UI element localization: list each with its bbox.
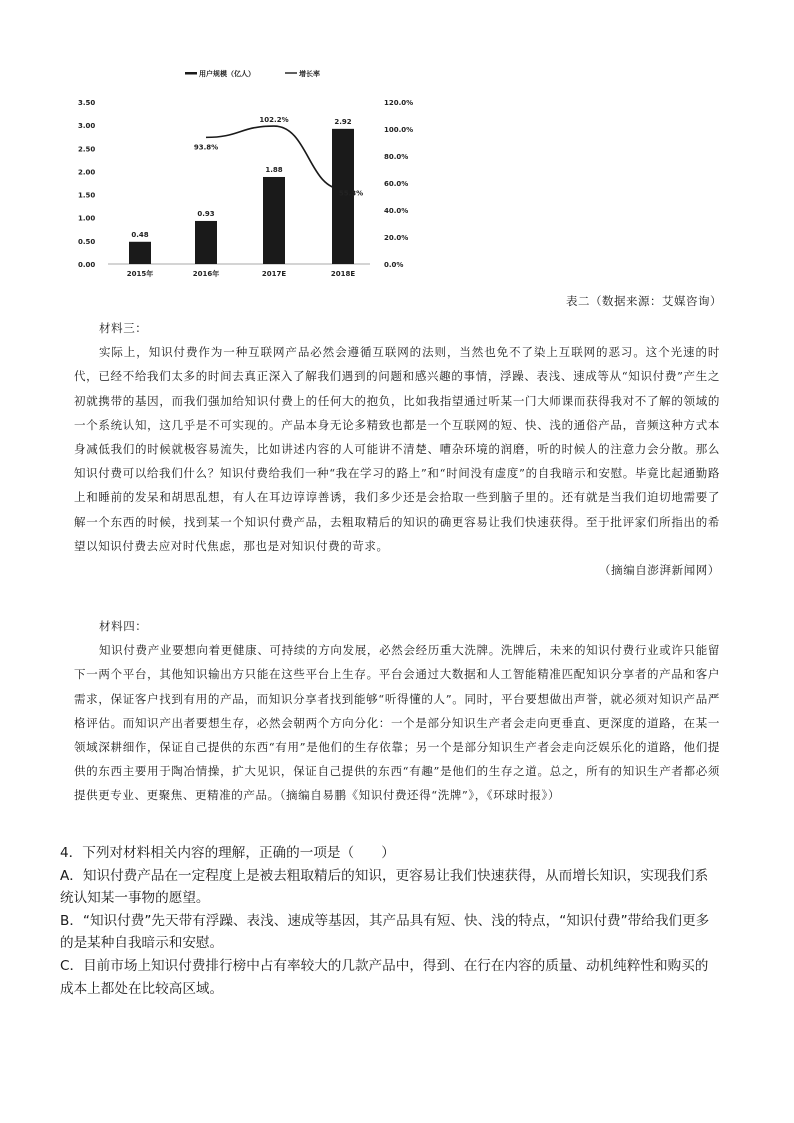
y-left-tick-label: 1.50 (78, 191, 96, 200)
bar (195, 221, 217, 264)
question-4 (60, 842, 720, 1000)
y-left-tick-label: 0.50 (78, 237, 96, 246)
x-tick-label: 2015年 (126, 270, 154, 278)
y-right-tick-label: 80.0% (384, 153, 409, 161)
y-left-tick-label: 1.00 (78, 214, 96, 223)
material-four (74, 614, 720, 808)
x-tick-label: 2018E (330, 270, 356, 278)
material-three-credit: （摘编自澎湃新闻网） (599, 563, 720, 578)
legend-line-label: 增长率 (299, 70, 320, 78)
growth-rate-label: 93.8% (193, 143, 219, 152)
chart-canvas (70, 62, 430, 292)
option-b[interactable]: B．“知识付费”先天带有浮躁、表浅、速成等基因，其产品具有短、快、浅的特点，“知识付费”带给我们更多的是某种自我暗示和安慰。 (60, 912, 710, 952)
legend-bar-label: 用户规模（亿人） (199, 70, 255, 78)
y-left-tick-label: 0.00 (78, 261, 96, 269)
x-tick-label: 2017E (261, 270, 287, 278)
growth-rate-label: 102.2% (259, 116, 289, 125)
material-three (74, 316, 720, 582)
option-a[interactable]: A．知识付费产品在一定程度上是被去粗取精后的知识，更容易让我们快速获得，从而增长知识，实现我们系统认知某一事物的愿望。 (60, 867, 709, 907)
y-right-tick-label: 120.0% (384, 99, 414, 107)
y-right-tick-label: 60.0% (384, 180, 409, 188)
material-three-body: 实际上，知识付费作为一种互联网产品必然会遵循互联网的法则，当然也免不了染上互联网的恶习。这个光速的时代，已经不给我们太多的时间去真正深入了解我们遇到的问题和感兴趣的事情，浮躁、表浅、速成等从“知识付费”产生之初就携带的基因，而我们强加给知识付费上的任何大的抱负，比如我指望通过听某一门大师课而获得我对不了解的领域的一个系统认知，这几乎是不可实现的。产品本身无论多精致也都是一个互联网的短、快、浅的通俗产品，音频这种方式本身减低我们的时候就极容易流失，比如讲述内容的人可能讲不清楚、嘈杂环境的润磨，听的时候人的注意力会分散。那么知识付费可以给我们什么？知识付费给我们一种“我在学习的路上”和“时间没有虚度”的自我暗示和安慰。毕竟比起通勤路上和睡前的发呆和胡思乱想，有人在耳边谆谆善诱，我们多少还是会拾取一些到脑子里的。还有就是当我们迫切地需要了解一个东西的时候，找到某一个知识付费产品，去粗取精后的知识的确更容易让我们快速获得。至于批评家们所指出的希望以知识付费去应对时代焦虑，那也是对知识付费的苛求。 (74, 345, 720, 553)
x-tick-label: 2016年 (192, 270, 220, 278)
growth-rate-label: 55.3% (338, 189, 364, 198)
y-left-tick-label: 3.50 (78, 99, 96, 107)
user-scale-chart (70, 62, 430, 292)
bar (263, 177, 285, 264)
bar-value-label: 1.88 (265, 165, 283, 174)
y-right-tick-label: 20.0% (384, 234, 409, 242)
y-left-tick-label: 2.50 (78, 145, 96, 154)
y-right-tick-label: 0.0% (384, 261, 404, 269)
bar-value-label: 0.93 (197, 209, 215, 218)
legend-bar-swatch (185, 72, 197, 75)
question-4-stem: 4．下列对材料相关内容的理解，正确的一项是（ ） (60, 845, 395, 861)
material-four-title: 材料四： (99, 619, 148, 633)
bar (129, 242, 151, 264)
option-c[interactable]: C．目前市场上知识付费排行榜中占有率较大的几款产品中，得到、在行在内容的质量、动机纯粹性和购买的成本上都处在比较高区域。 (60, 957, 709, 997)
bar-value-label: 2.92 (334, 117, 352, 126)
bar-value-label: 0.48 (131, 230, 149, 239)
chart-source-note: 表二（数据来源：艾媒咨询） (566, 294, 722, 308)
y-right-tick-label: 100.0% (384, 126, 414, 134)
y-left-tick-label: 2.00 (78, 168, 96, 177)
y-left-tick-label: 3.00 (78, 122, 96, 131)
material-three-title: 材料三： (99, 321, 148, 335)
material-four-body: 知识付费产业要想向着更健康、可持续的方向发展，必然会经历重大洗牌。洗牌后，未来的知识付费行业或许只能留下一两个平台，其他知识输出方只能在这些平台上生存。平台会通过大数据和人工智能精准匹配知识分享者的产品和客户需求，保证客户找到有用的产品，而知识分享者找到能够“听得懂的人”。同时，平台要想做出声誉，就必须对知识产品严格评估。而知识产出者要想生存，必然会朝两个方向分化：一个是部分知识生产者会走向更垂直、更深度的道路，在某一领域深耕细作，保证自己提供的东西“有用”是他们的生存依靠；另一个是部分知识生产者会走向泛娱乐化的道路，他们提供的东西主要用于陶冶情操，扩大见识，保证自己提供的东西“有趣”是他们的生存之道。总之，所有的知识生产者都必须提供更专业、更聚焦、更精准的产品。（摘编自易鹏《知识付费还得“洗牌”》，《环球时报》） (74, 643, 720, 803)
y-right-tick-label: 40.0% (384, 207, 409, 215)
